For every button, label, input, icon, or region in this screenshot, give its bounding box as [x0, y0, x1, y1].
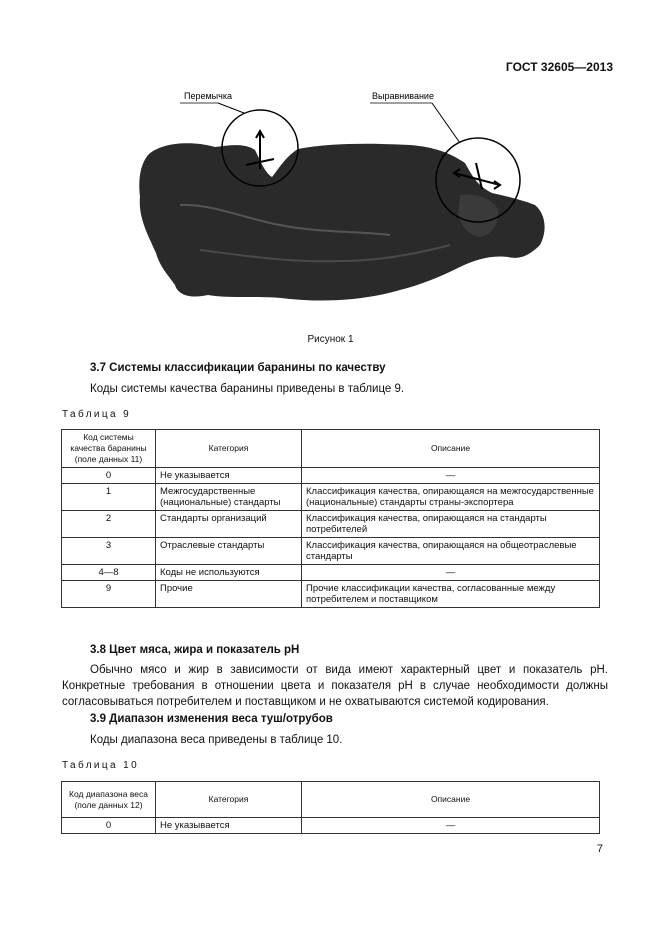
description-cell: Классификация качества, опирающаяся на межгосударственные (национальные) стандарты страны-экспортера — [302, 484, 600, 511]
description-cell: — — [302, 565, 600, 581]
category-cell: Не указывается — [156, 818, 302, 834]
table-10-header-category: Категория — [156, 782, 302, 818]
category-cell: Прочие — [156, 581, 302, 608]
table-row — [62, 565, 600, 581]
table-9 — [61, 429, 600, 608]
code-cell: 0 — [62, 468, 156, 484]
table-10-caption: Таблица 10 — [62, 760, 140, 771]
table-9-header-category: Категория — [156, 430, 302, 468]
category-cell: Коды не используются — [156, 565, 302, 581]
table-9-caption: Таблица 9 — [62, 409, 132, 420]
category-cell: Не указывается — [156, 468, 302, 484]
table-row — [62, 484, 600, 511]
table-row — [62, 818, 600, 834]
description-cell: Прочие классификации качества, согласованные между потребителем и поставщиком — [302, 581, 600, 608]
section-3-7-text: Коды системы качества баранины приведены в таблице 9. — [90, 383, 405, 395]
page-number: 7 — [596, 843, 603, 855]
section-3-9-heading: 3.9 Диапазон изменения веса туш/отрубов — [90, 713, 333, 725]
table-row — [62, 538, 600, 565]
section-3-8-heading: 3.8 Цвет мяса, жира и показатель pH — [90, 644, 300, 656]
category-cell: Стандарты организаций — [156, 511, 302, 538]
category-cell: Межгосударственные (национальные) стандарты — [156, 484, 302, 511]
code-cell: 2 — [62, 511, 156, 538]
table-9-header-code: Код системы качества баранины (поле данных 11) — [62, 430, 156, 468]
section-3-7-heading: 3.7 Системы классификации баранины по качеству — [90, 362, 386, 374]
table-9-header-description: Описание — [302, 430, 600, 468]
code-cell: 4—8 — [62, 565, 156, 581]
description-cell: — — [302, 818, 600, 834]
section-3-9-text: Коды диапазона веса приведены в таблице 10. — [90, 734, 343, 746]
figure-caption: Рисунок 1 — [307, 334, 354, 345]
description-cell: — — [302, 468, 600, 484]
table-row — [62, 511, 600, 538]
meat-cut-figure — [120, 85, 560, 320]
table-10 — [61, 781, 600, 834]
code-cell: 9 — [62, 581, 156, 608]
section-3-8-text: Обычно мясо и жир в зависимости от вида имеют характерный цвет и показатель pH. Конкретные требования в отношении цвета и показателя pH в случае необходимости должны согласовываться потребителем и поставщиком и не охватываются системой кодирования. — [62, 664, 608, 708]
code-cell: 1 — [62, 484, 156, 511]
figure-label-alignment: Выравнивание — [372, 91, 434, 101]
figure-label-bridge: Перемычка — [184, 91, 232, 101]
standard-number: ГОСТ 32605—2013 — [505, 60, 613, 74]
table-row — [62, 581, 600, 608]
table-10-header-description: Описание — [302, 782, 600, 818]
table-row — [62, 468, 600, 484]
category-cell: Отраслевые стандарты — [156, 538, 302, 565]
code-cell: 3 — [62, 538, 156, 565]
description-cell: Классификация качества, опирающаяся на общеотраслевые стандарты — [302, 538, 600, 565]
code-cell: 0 — [62, 818, 156, 834]
table-10-header-code: Код диапазона веса (поле данных 12) — [62, 782, 156, 818]
description-cell: Классификация качества, опирающаяся на стандарты потребителей — [302, 511, 600, 538]
